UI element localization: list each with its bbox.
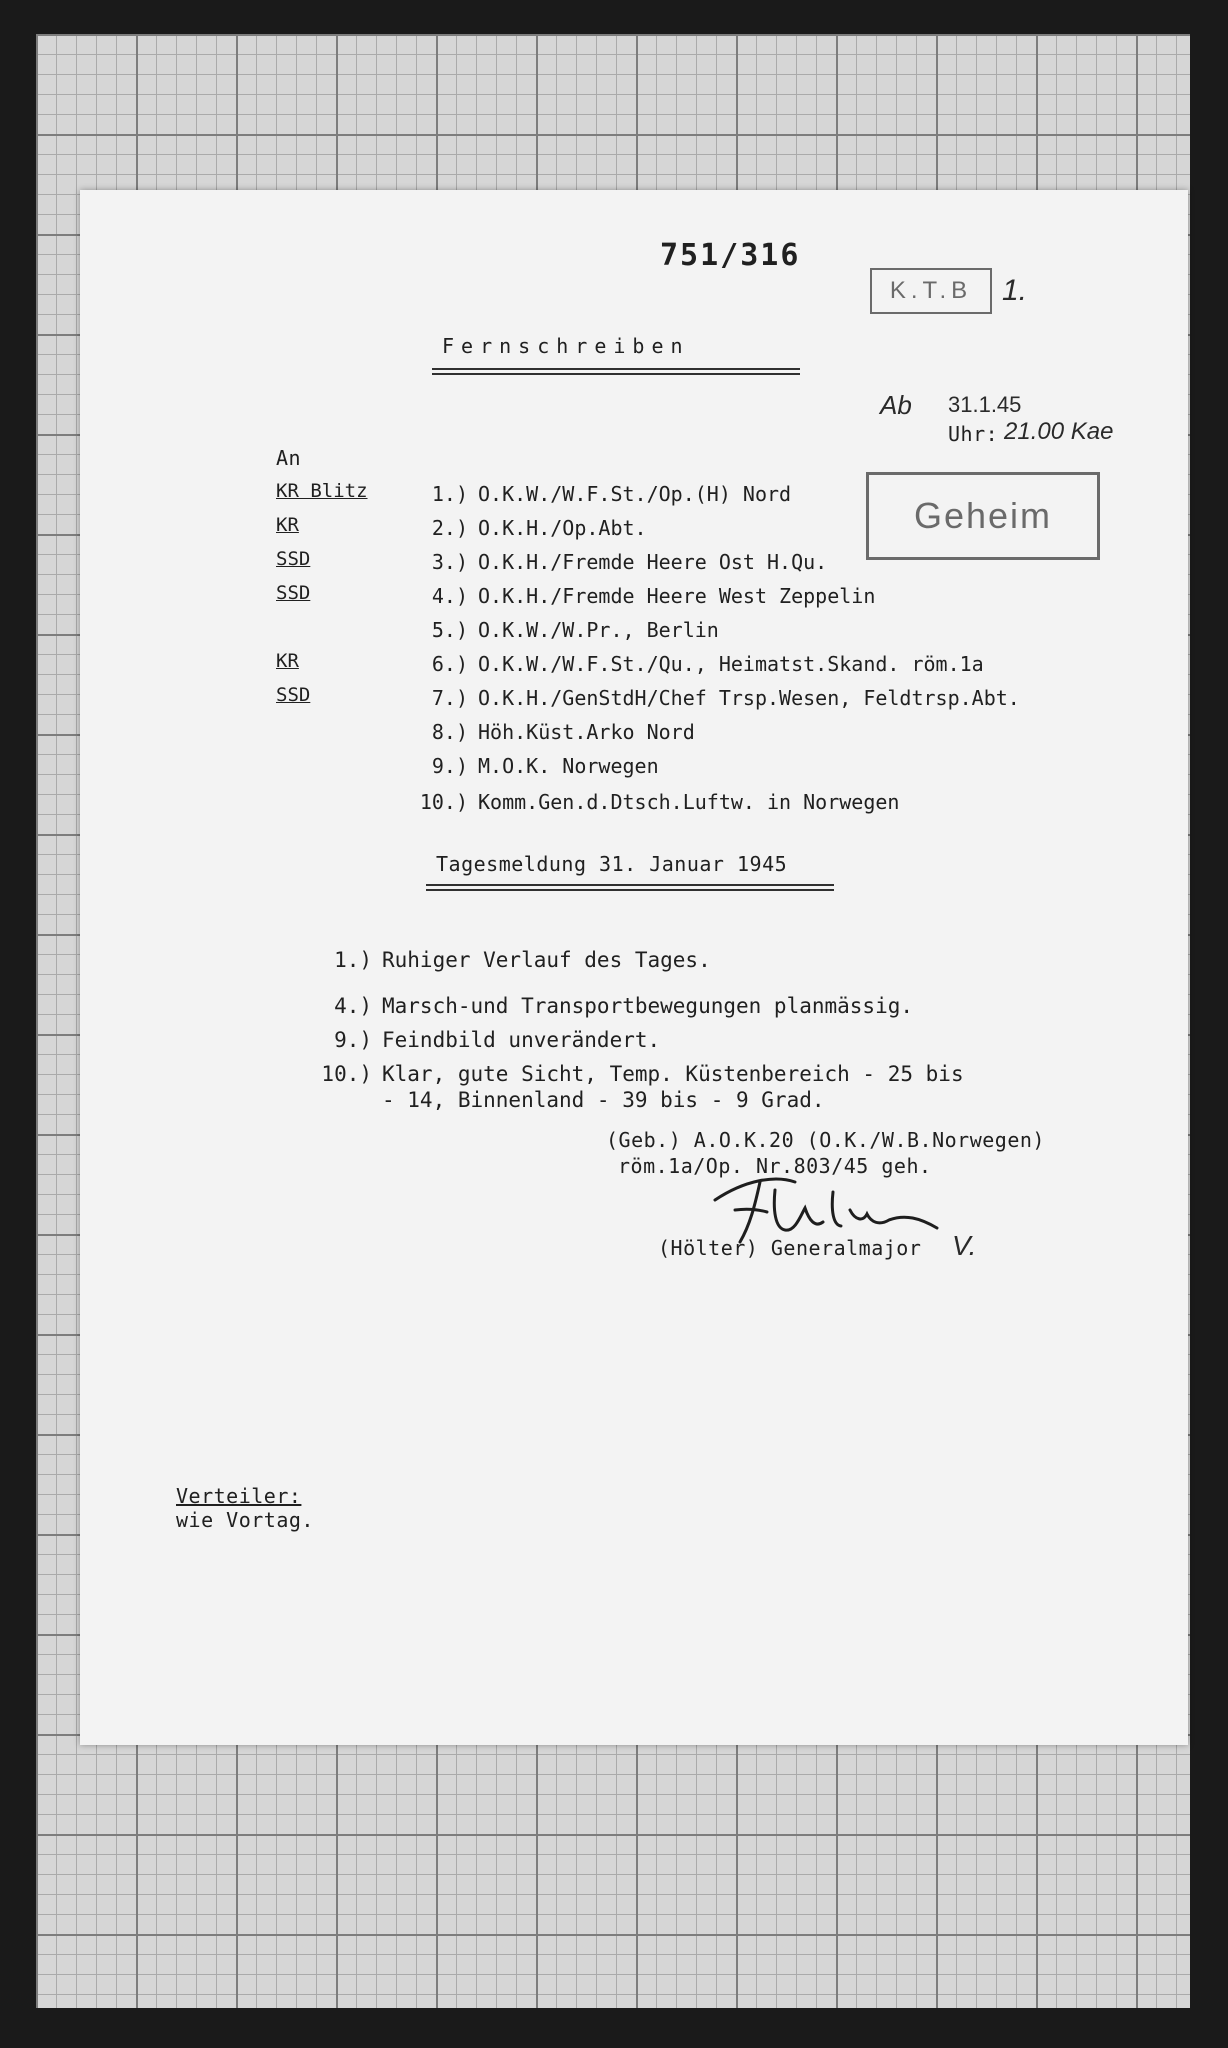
- distribution-label: Verteiler:: [176, 1484, 302, 1508]
- recipient-number: 10.): [419, 790, 468, 814]
- ktb-box: K.T.B: [870, 268, 992, 314]
- recipient-text: Höh.Küst.Arko Nord: [478, 720, 695, 744]
- subject-line: Tagesmeldung 31. Januar 1945: [436, 852, 788, 876]
- recipient-number: 3.): [431, 550, 468, 574]
- uhr-handwritten: 21.00 Kae: [1004, 418, 1114, 445]
- geheim-stamp: Geheim: [866, 472, 1100, 560]
- recipient-number: 5.): [431, 618, 468, 642]
- recipient-text: O.K.H./GenStdH/Chef Trsp.Wesen, Feldtrsp.Abt.: [478, 686, 1020, 710]
- recipient-number: 8.): [431, 720, 468, 744]
- recipient-priority: KR Blitz: [276, 480, 368, 502]
- recipient-text: O.K.H./Fremde Heere Ost H.Qu.: [478, 550, 828, 574]
- recipient-text: O.K.H./Op.Abt.: [478, 516, 647, 540]
- recipient-priority: KR: [276, 650, 299, 672]
- body-item-number: 10.): [321, 1062, 372, 1086]
- uhr-label: Uhr:: [948, 422, 999, 446]
- recipient-text: O.K.W./W.F.St./Op.(H) Nord: [478, 482, 792, 506]
- body-item-number: 1.): [334, 948, 372, 972]
- recipient-text: M.O.K. Norwegen: [478, 754, 659, 778]
- recipient-priority: SSD: [276, 582, 311, 604]
- title-underline: [432, 368, 800, 370]
- body-item-text-continued: - 14, Binnenland - 39 bis - 9 Grad.: [382, 1088, 825, 1112]
- body-item-text: Klar, gute Sicht, Temp. Küstenbereich - 25 bis: [382, 1062, 964, 1086]
- distribution-text: wie Vortag.: [176, 1508, 314, 1532]
- body-item-number: 4.): [334, 994, 372, 1018]
- recipient-number: 7.): [431, 686, 468, 710]
- recipient-number: 9.): [431, 754, 468, 778]
- body-item-text: Marsch-und Transportbewegungen planmässig.: [382, 994, 914, 1018]
- signature-line-2: röm.1a/Op. Nr.803/45 geh.: [618, 1154, 932, 1178]
- recipient-text: O.K.W./W.Pr., Berlin: [478, 618, 719, 642]
- recipient-priority: KR: [276, 514, 299, 536]
- document-title: Fernschreiben: [442, 334, 690, 358]
- recipient-priority: SSD: [276, 548, 311, 570]
- document-number: 751/316: [660, 238, 801, 273]
- recipient-number: 1.): [431, 482, 468, 506]
- body-item-text: Feindbild unverändert.: [382, 1028, 661, 1052]
- signature-mark: V.: [952, 1230, 977, 1261]
- signature-line-1: (Geb.) A.O.K.20 (O.K./W.B.Norwegen): [606, 1128, 1045, 1152]
- recipient-text: O.K.W./W.F.St./Qu., Heimatst.Skand. röm.1a: [478, 652, 984, 676]
- ktb-mark: 1.: [1002, 274, 1028, 307]
- recipient-number: 4.): [431, 584, 468, 608]
- body-item-number: 9.): [334, 1028, 372, 1052]
- handwritten-date: 31.1.45: [948, 392, 1022, 417]
- subject-underline: [426, 884, 834, 886]
- signatory-name: (Hölter) Generalmajor: [658, 1236, 922, 1260]
- recipient-priority: SSD: [276, 684, 311, 706]
- handwritten-initial: Ab: [880, 390, 912, 420]
- recipient-number: 2.): [431, 516, 468, 540]
- recipient-text: O.K.H./Fremde Heere West Zeppelin: [478, 584, 876, 608]
- an-label: An: [276, 446, 302, 470]
- document-sheet: [80, 190, 1188, 1745]
- body-item-text: Ruhiger Verlauf des Tages.: [382, 948, 711, 972]
- recipient-number: 6.): [431, 652, 468, 676]
- recipient-text: Komm.Gen.d.Dtsch.Luftw. in Norwegen: [478, 790, 900, 814]
